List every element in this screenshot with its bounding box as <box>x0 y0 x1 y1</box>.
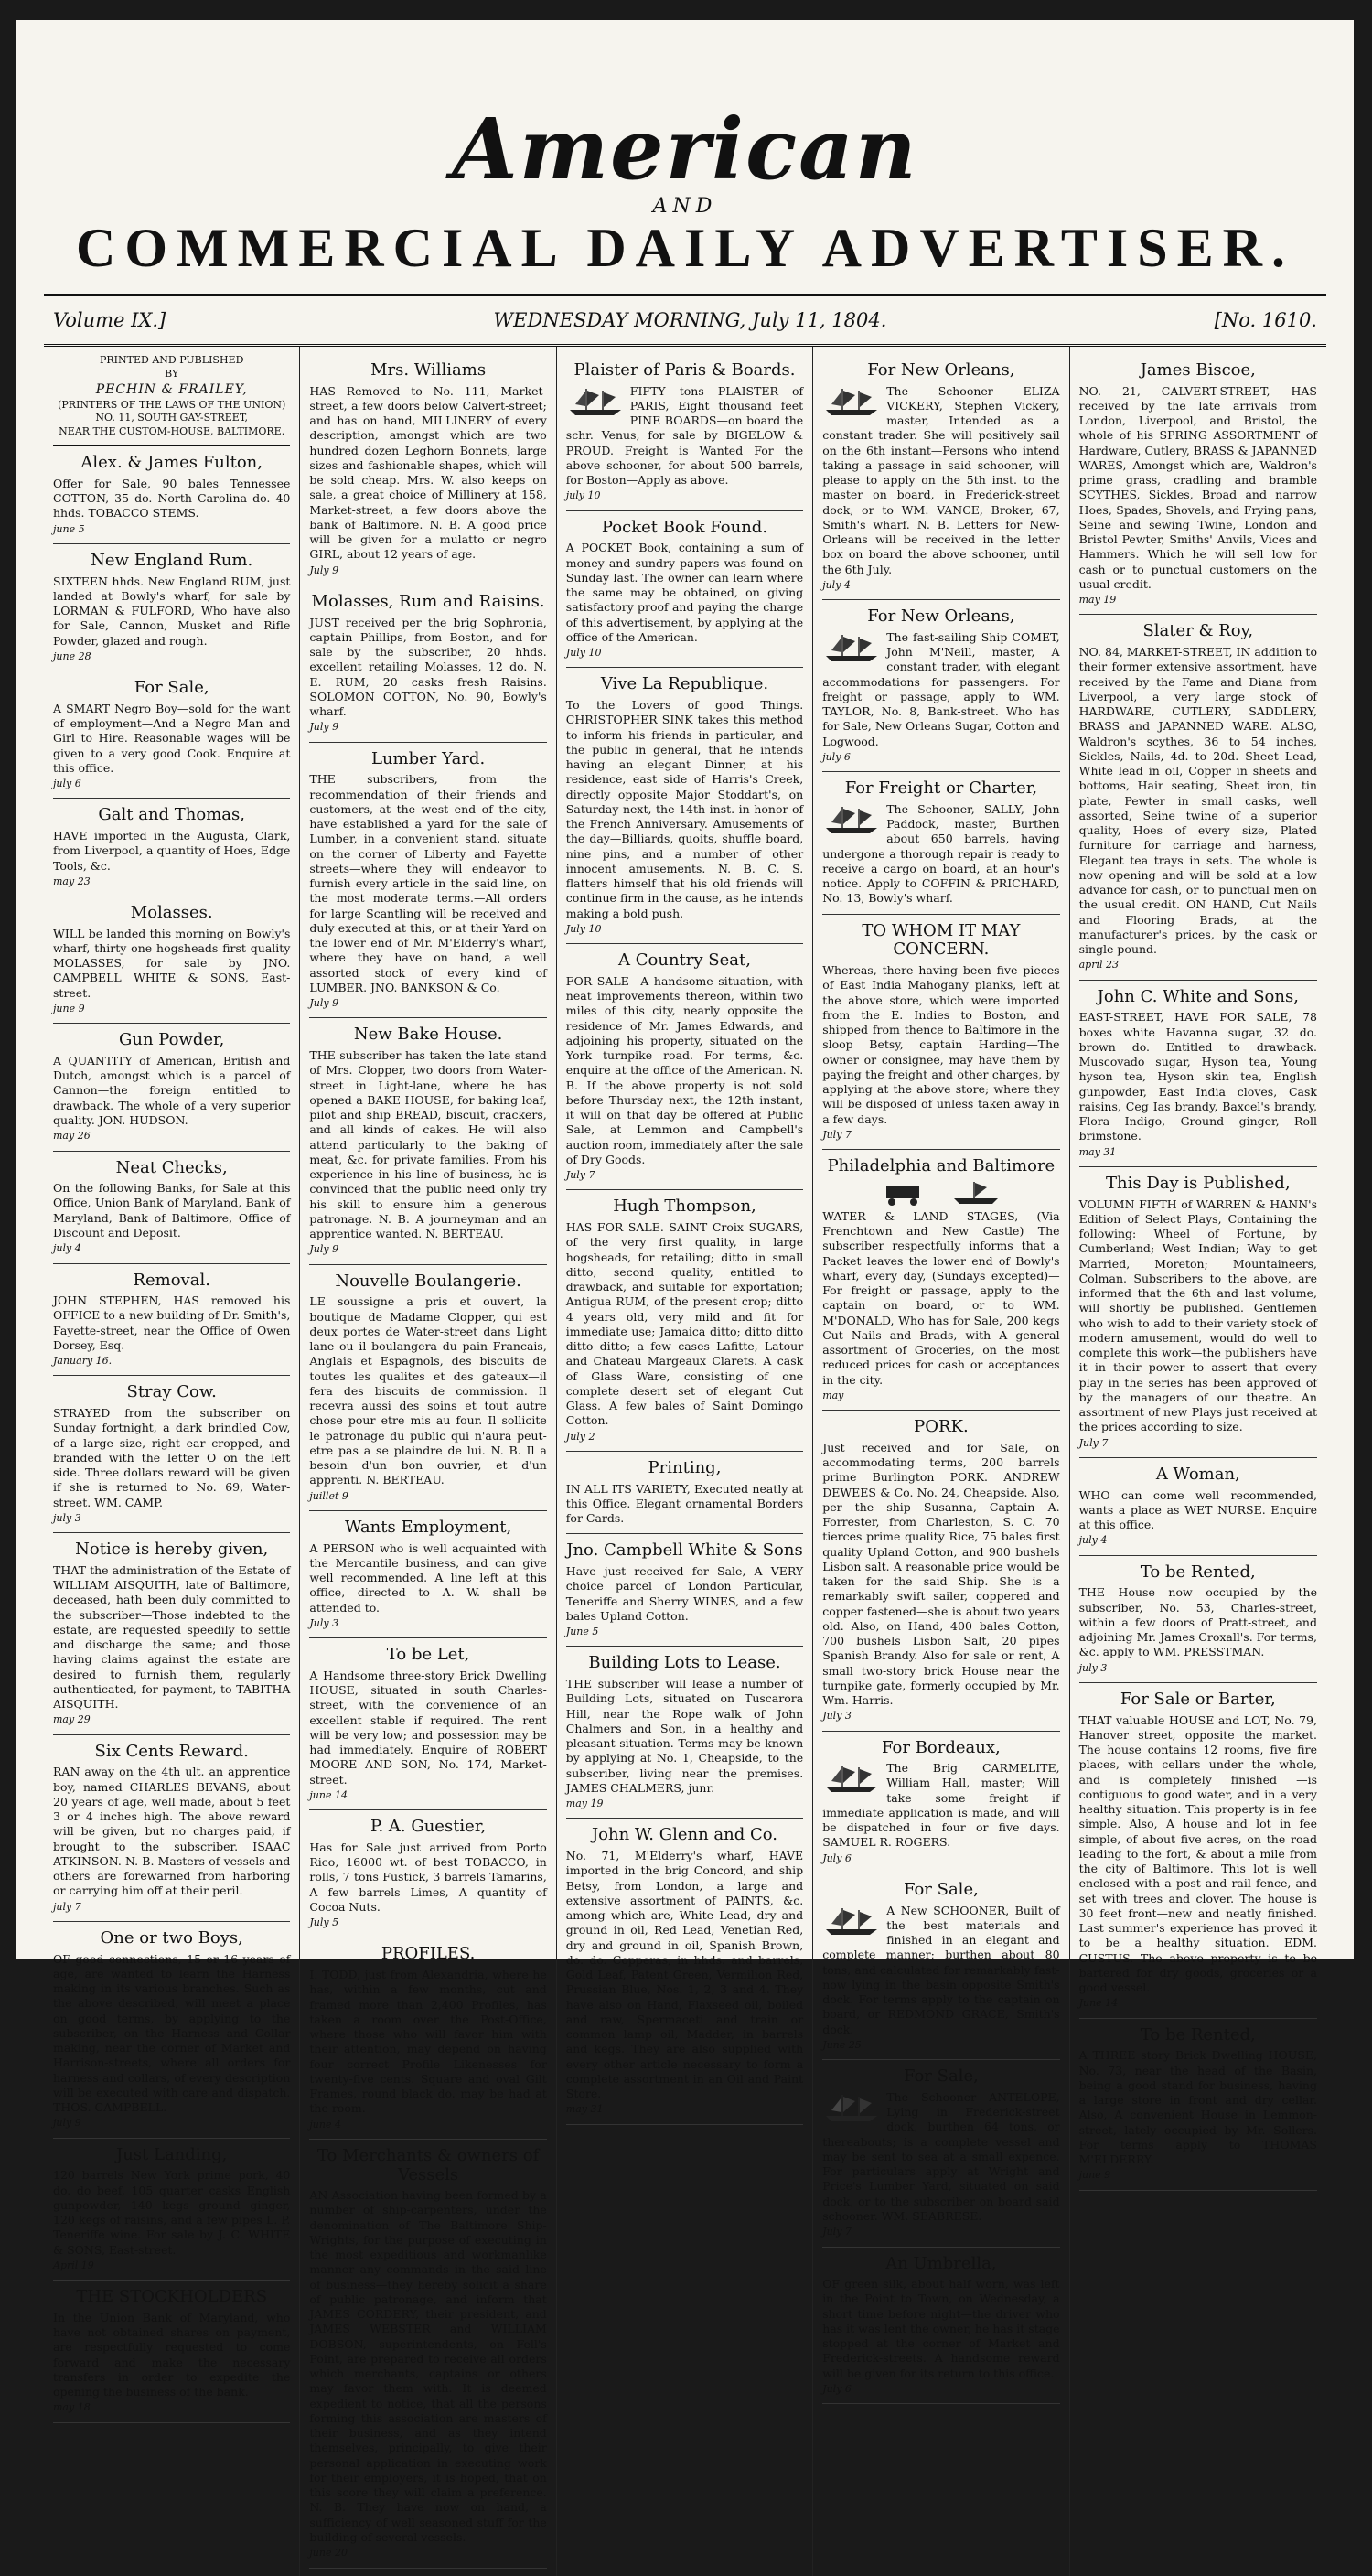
ad-body: OF green silk, about half worn, was left in the Point to Town, on Wednesday, a short time before night—the driver who has it was lent the owner, he has it stage stopped at the corner of Market and Frederick-streets. A handsome reward will be given for its return to this office. <box>822 2277 1060 2380</box>
ad-body: In the Union Bank of Maryland, who have not obtained shares on payment, are respectfully requested to come forward and make the necessary transfers in order to expedite the opening the business of the bank. <box>53 2310 291 2399</box>
ad-heading: PORK. <box>914 1417 969 1437</box>
ad-date: june 14 <box>309 1788 348 1801</box>
ad-body: THAT the administration of the Estate of WILLIAM AISQUITH, late of Baltimore, deceased, hath been duly committed to the subscriber—Those indebted to the estate, are requested speedily to settle and discharge the same; and those having claims against the estate are desired to furnish them, regularly authenticated, for payment, to TABITHA AISQUITH. <box>53 1562 291 1712</box>
ad-heading: John C. White and Sons, <box>1097 986 1299 1006</box>
ad-date: july 10 <box>565 489 601 502</box>
stagecoach-icon <box>822 1180 1059 1208</box>
ad-body: AN Association having been formed by a number of ship-carpenters, under the denomination of The Baltimore Ship-Wrights, for the purpose of executing in the most expeditious and workmanlike manner any commands in the said line of business—they hereby solicit a share of public patronage, and inform that JAMES CORDERY, their president, and JAMES WEBSTER and WILLIAM DOBSON, superintendents, on Fell's Point, are prepared to receive all orders which merchants, captains or others may favor them with. It is deemed expedient to notice, that all the persons forming this association are masters of their business, and as they intend themselves, principally, to give their personal application in executing work for their employers, it is hoped, that on this score they will claim a preference. N. B. They have now on hand, a sufficiency of well seasoned stuff for the building of several vessels. <box>309 2188 547 2544</box>
ad-heading: Galt and Thomas, <box>98 805 245 825</box>
ad-date: may 18 <box>53 2401 91 2414</box>
ad-heading: Nouvelle Boulangerie. <box>335 1271 521 1291</box>
ad-date: may <box>822 1389 844 1401</box>
printer-line: (PRINTERS OF THE LAWS OF THE UNION) <box>58 398 286 411</box>
ad-heading: P. A. Guestier, <box>370 1817 487 1837</box>
advertisement <box>1079 981 1317 1167</box>
ad-body: VOLUMN FIFTH of WARREN & HANN's Edition of Select Plays, Containing the following: Wheel of Fortune, by Cumberland; West Indian; Way to get Married, Moreton; Mountaineers, Colman. Subscribers to the above, are informed that the 6th and last volume, will shortly be published. Gentlemen who wish to add to their variety stock of modern amusement, would do well to complete this work—the publishers have it in their power to assert that every play in the series has been approved of by the managers of our theatre. An assortment of new Plays just received at the prices according to size. <box>1078 1197 1317 1434</box>
advertisement <box>309 1810 546 1937</box>
ad-heading: A Woman, <box>1155 1464 1240 1484</box>
advertisement <box>53 1264 290 1377</box>
printer-notice <box>53 354 290 446</box>
ad-body: FOR SALE—A handsome situation, with neat improvements thereon, within two miles of this city, nearly opposite the residence of Mr. James Edwards, and adjoining his property, situated on the York turnpike road. For terms, &c. enquire at the office of the American. N. B. If the above property is not sold before Thursday next, the 12th instant, it will on that day be offered at Public Sale, at Lemmon and Campbell's auction room, immediately after the sale of Dry Goods. <box>565 973 804 1166</box>
ad-date: june 28 <box>53 649 91 662</box>
advertisement <box>1079 1167 1317 1458</box>
ad-body: No. 71, M'Elderry's wharf, HAVE imported in the brig Concord, and ship Betsy, from London, a large and extensive assortment of PAINTS, &c. among which are, White Lead, dry and ground in oil, Red Lead, Venetian Red, dry and ground in oil, Spanish Brown, do. do. Copperas, in hhds. and barrels, Gold Leaf, Patent Green, Vermilion Red, Prussian Blue, Nos. 1, 2, 3 and 4. They have also on Hand, Flaxseed oil, boiled and raw, Spermaceti and train or common lamp oil, Madder, in barrels and kegs. They are also supplied with every other article necessary to form a complete assortment in an Oil and Paint Store. <box>565 1849 804 2101</box>
ad-body: HAS Removed to No. 111, Market-street, a few doors below Calvert-street; and has on hand, MILLINERY of every description, amongst which are two hundred dozen Leghorn Bonnets, large sizes and fashionable shapes, which will be sold cheap. Mrs. W. also keeps on sale, a great choice of Millinery at 158, Market-street, a few doors above the bank of Baltimore. N. B. A good price will be given for a mulatto or negro GIRL, about 12 years of age. <box>309 383 547 562</box>
advertisement <box>53 2281 290 2422</box>
ad-date: July 7 <box>565 1169 595 1182</box>
ship-icon <box>822 804 881 835</box>
advertisement <box>53 671 290 799</box>
ad-heading: Just Landing, <box>115 2144 228 2164</box>
ad-date: july 6 <box>822 750 851 763</box>
advertisement <box>822 1732 1059 1873</box>
advertisement <box>822 1873 1059 2060</box>
ad-heading: For Sale, <box>134 678 209 698</box>
ad-date: July 6 <box>822 1852 852 1864</box>
ad-heading: One or two Boys, <box>100 1927 243 1948</box>
ad-date: june 4 <box>309 2118 341 2131</box>
ad-date: July 9 <box>309 564 339 576</box>
advertisement <box>822 1150 1059 1411</box>
ad-body: SIXTEEN hhds. New England RUM, just landed at Bowly's wharf, for sale by LORMAN & FULFORD, Who have also for Sale, Cannon, Musket and Rifle Powder, glazed and rough. <box>53 574 291 648</box>
advertisement <box>566 1452 803 1534</box>
ad-body: A THREE story Brick Dwelling HOUSE, No. 73, near the head of the Basin, being a good stand for business, having a large store in front and dry cellar. Also, A convenient House in Lemmon-street, lately occupied by Mr. Sollers. For terms apply to THOMAS M'ELDERRY. <box>1078 2048 1317 2167</box>
ad-body: A PERSON who is well acquainted with the Mercantile business, and can give well recommended. A line left at this office, directed to A. W. shall be attended to. <box>309 1540 547 1615</box>
ship-icon <box>822 632 881 663</box>
ad-body: THE subscriber will lease a number of Building Lots, situated on Tuscarora Hill, near the Rope walk of John Chalmers and Son, in a healthy and pleasant situation. Terms may be known by applying at No. 1, Cheapside, to the subscriber, living near the premises. JAMES CHALMERS, junr. <box>565 1677 804 1795</box>
ad-date: may 29 <box>53 1713 91 1726</box>
advertisement <box>822 1411 1059 1731</box>
ad-body: THE subscribers, from the recommendation of their friends and customers, at the west end of the city, have established a yard for the sale of Lumber, in a convenient stand, situate on the corner of Liberty and Fayette streets—where they will endeavor to furnish every article in the said line, on the most moderate terms.—All orders for large Scantling will be received and duly executed at this, or at their Yard on the lower end of Mr. M'Elderry's wharf, where they have on hand, a well assorted stock of every kind of LUMBER. JNO. BANKSON & Co. <box>309 772 547 994</box>
ad-heading: An Umbrella, <box>885 2253 997 2273</box>
advertisement <box>309 1265 546 1511</box>
ad-date: july 7 <box>53 1900 81 1913</box>
advertisement <box>822 915 1059 1150</box>
ad-heading: Pocket Book Found. <box>601 517 768 537</box>
newspaper-page <box>16 20 1354 2560</box>
ad-body: IN ALL ITS VARIETY, Executed neatly at this Office. Elegant ornamental Borders for Cards. <box>565 1481 804 1526</box>
ad-body: OF good connections, 15 or 16 years of age, are wanted to learn the Harness making in its various branches. Such as the above described, will meet a place on good terms, by applying to the subscriber, on the Harness and Collar making, near the corner of Market and Harrison-streets, where all orders for harness and collars, of every description will be executed with care and dispatch. THOS. CAMPBELL. <box>53 1951 291 2115</box>
advertisement <box>1079 1458 1317 1556</box>
ad-heading: Molasses. <box>130 903 213 923</box>
ad-date: june 20 <box>309 2547 348 2560</box>
ad-heading: Jno. Campbell White & Sons <box>566 1540 803 1561</box>
masthead-subtitle: COMMERCIAL DAILY ADVERTISER. <box>76 218 1294 278</box>
advertisement <box>566 511 803 669</box>
printer-line: NEAR THE CUSTOM-HOUSE, BALTIMORE. <box>59 425 285 438</box>
printer-line: PRINTED AND PUBLISHED <box>99 354 244 366</box>
advertisement <box>822 2060 1059 2247</box>
ad-date: July 10 <box>565 922 602 935</box>
ad-body: A New SCHOONER, Built of the best materials and finished in an elegant and complete manner; burthen about 80 tons, and calculated for remarkably fast-now lying in the basin opposite Smith's dock. For terms apply to the captain on board, or REDMOND GRACE, Smith's dock. <box>822 1903 1060 2036</box>
ad-heading: Alex. & James Fulton, <box>80 453 263 473</box>
ad-date: april 23 <box>1078 959 1119 971</box>
ad-date: may 31 <box>565 2103 604 2116</box>
column-2 <box>300 347 556 2576</box>
ad-heading: Mrs. Williams <box>370 360 487 380</box>
advertisement <box>309 1937 546 2139</box>
ad-heading: Plaister of Paris & Boards. <box>573 360 796 380</box>
ad-body: A SMART Negro Boy—sold for the want of employment—And a Negro Man and Girl to Hire. Reasonable wages will be given to a very good Cook. Enquire at this office. <box>53 701 291 775</box>
column-3 <box>557 347 813 2576</box>
ad-heading: For Freight or Charter, <box>844 778 1038 799</box>
advertisement <box>822 354 1059 600</box>
advertisement <box>1079 615 1317 980</box>
ad-date: July 3 <box>309 1616 339 1629</box>
ad-body: RAN away on the 4th ult. an apprentice boy, named CHARLES BEVANS, about 20 years of age, well made, about 5 feet 3 or 4 inches high. The above reward will be given, but no charges paid, if brought to the subscriber. ISAAC ATKINSON. N. B. Masters of vessels and others are forewarned from harboring or carrying him off at their peril. <box>53 1765 291 1898</box>
ad-date: may 23 <box>53 875 91 887</box>
advertisement <box>53 1735 290 1922</box>
ad-body: NO. 21, CALVERT-STREET, HAS received by the late arrivals from London, Liverpool, and Bristol, the whole of his SPRING ASSORTMENT of Hardware, Cutlery, BRASS & JAPANNED WARES, Amongst which are, Waldron's prime grass, cradling and bramble SCYTHES, Sickles, Broad and narrow Hoes, Spades, Shovels, and Frying pans, Seine and sewing Twine, London and Bristol Pewter, Smiths' Anvils, Vices and Hammers. Which he will sell low for cash or to punctual customers on the usual credit. <box>1078 383 1317 591</box>
ad-heading: Neat Checks, <box>115 1157 228 1177</box>
ship-icon <box>822 1905 881 1937</box>
ad-heading: PROFILES. <box>381 1944 476 1964</box>
ad-body: A Handsome three-story Brick Dwelling HOUSE, situated in south Charles-street, with the convenience of an excellent stable if required. The rent will be very low; and possession may be had immediately. Enquire of ROBERT MOORE AND SON, No. 174, Market-street. <box>309 1668 547 1787</box>
advertisement <box>309 1018 546 1264</box>
ad-heading: To be Rented, <box>1140 1562 1256 1582</box>
advertisement <box>1079 354 1317 615</box>
masthead <box>44 20 1326 277</box>
ad-date: july 9 <box>53 2117 81 2130</box>
ad-date: January 16. <box>53 1355 113 1368</box>
ad-date: july 3 <box>1078 1661 1108 1674</box>
ad-heading: TO WHOM IT MAY CONCERN. <box>862 920 1021 960</box>
ad-heading: For New Orleans, <box>867 360 1015 380</box>
issue-date: WEDNESDAY MORNING, July 11, 1804. <box>493 309 887 331</box>
ad-date: july 6 <box>53 778 81 790</box>
ad-date: July 6 <box>822 2382 852 2395</box>
ad-body: NO. 84, MARKET-STREET, IN addition to their former extensive assortment, have received by the Fame and Diana from Liverpool, a very large stock of HARDWARE, CUTLERY, SADDLERY, BRASS and JAPANNED WARE. ALSO, Waldron's scythes, 36 to 54 inches, Sickles, Nails, 4d. to 20d. Sheet Lead, White lead in oil, Copper in sheets and bottoms, Hair seating, Sheet iron, tin plate, Pewter in small casks, well assorted, Seine twine of a superior quality, Hoes of every size, Plated furniture for carriage and harness, Elegant tea trays in sets. The whole is now opening and will be sold at a low advance for cash, or to punctual men on the usual credit. ON HAND, Cut Nails and Flooring Brads, at the manufacturer's prices, by the cask or single pound. <box>1078 645 1317 957</box>
ad-body: LE soussigne a pris et ouvert, la boutique de Madame Clopper, qui est deux portes de Water-street dans Light lane ou il boulangera du pain Francais, Anglais et Espagnols, des biscuits de toutes les qualites et des gateaux—il fera des biscuits de commission. Il recevra aussi des soins et tout autre chose pour etre mis au four. Il sollicite le patronage du public qui n'aura peut-etre pas a se plaindre de lui. N. B. Il a besoin d'un bon ouvrier, et d'un apprenti. N. BERTEAU. <box>309 1294 547 1487</box>
ad-heading: For Sale, <box>903 2066 979 2087</box>
ad-body: THE subscriber has taken the late stand of Mrs. Clopper, two doors from Water-street in Light-lane, where he has opened a BAKE HOUSE, for baking loaf, pilot and ship BREAD, biscuit, crackers, and all kinds of cakes. He will also attend particularly to the baking of meat, &c. for private families. From his experience in his line of business, he is convinced that the public need only try his skill to ensure him a generous patronage. N. B. A journeyman and an apprentice wanted. N. BERTEAU. <box>309 1048 547 1241</box>
ad-body: The Schooner, SALLY, John Paddock, master, Burthen about 650 barrels, having undergone a thorough repair is ready to receive a cargo on board, at an hour's notice. Apply to COFFIN & PRICHARD, No. 13, Bowly's wharf. <box>822 801 1060 906</box>
ad-date: June 5 <box>565 1626 599 1638</box>
printer-line: NO. 11, SOUTH GAY-STREET, <box>95 412 249 424</box>
advertisement <box>1079 1556 1317 1683</box>
advertisement <box>53 896 290 1024</box>
ad-body: Has for Sale just arrived from Porto Rico, 16000 wt. of best TOBACCO, in rolls, 7 tons Fustick, 3 barrels Tamarins, A few barrels Limes, A quantity of Cocoa Nuts. <box>309 1840 547 1914</box>
ad-heading: New Bake House. <box>353 1025 503 1045</box>
ad-body: Whereas, there having been five pieces of East India Mahogany planks, left at the above store, which were imported from the E. Indies to Boston, and shipped from thence to Baltimore in the sloop Betsy, captain Harding—The owner or consignee, may have them by paying the freight and other charges, by applying at the above store; where they will be disposed of unless taken away in a few days. <box>822 963 1060 1126</box>
ad-date: June 14 <box>1078 1997 1119 2010</box>
advertisement <box>1079 1683 1317 2019</box>
ad-body: WHO can come well recommended, wants a place as WET NURSE. Enquire at this office. <box>1078 1487 1317 1532</box>
ad-heading: Removal. <box>133 1270 210 1290</box>
ad-heading: For New Orleans, <box>867 606 1015 627</box>
advertisement <box>309 1638 546 1810</box>
ad-heading: Molasses, Rum and Raisins. <box>311 591 545 611</box>
ad-date: July 5 <box>309 1916 339 1929</box>
advertisement <box>566 1190 803 1451</box>
ad-body: WILL be landed this morning on Bowly's wharf, thirty one hogsheads first quality MOLASSES, for sale by JNO. CAMPBELL WHITE & SONS, East-street. <box>53 926 291 1000</box>
ad-heading: Six Cents Reward. <box>94 1741 249 1761</box>
advertisement <box>566 1819 803 2124</box>
advertisement <box>309 1511 546 1638</box>
ad-date: July 10 <box>565 647 602 660</box>
ad-heading: New England Rum. <box>91 550 253 570</box>
advertisement <box>566 1647 803 1819</box>
ad-body: HAVE imported in the Augusta, Clark, from Liverpool, a quantity of Hoes, Edge Tools, &c. <box>53 829 291 873</box>
ad-date: june 9 <box>1078 2169 1111 2182</box>
column-1 <box>44 347 300 2576</box>
advertisement <box>309 354 546 585</box>
ad-date: June 25 <box>822 2038 862 2051</box>
ad-heading: Philadelphia and Baltimore <box>827 1156 1056 1176</box>
ad-date: July 9 <box>309 1243 339 1256</box>
advertisement <box>1079 2019 1317 2191</box>
masthead-and: AND <box>652 195 718 218</box>
ad-body: THE House now occupied by the subscriber, No. 53, Charles-street, within a few doors of Pratt-street, and adjoining Mr. James Croxall's. For terms, &c. apply to WM. PRESSTMAN. <box>1078 1585 1317 1659</box>
ad-date: june 9 <box>53 1002 85 1014</box>
ad-body: FIFTY tons PLAISTER of PARIS, Eight thousand feet PINE BOARDS—on board the schr. Venus, for sale by BIGELOW & PROUD. Freight is Wanted For the above schooner, for about 500 barrels, for Boston—Apply as above. <box>565 383 804 488</box>
advertisement <box>822 600 1059 772</box>
ad-date: July 7 <box>822 2226 852 2238</box>
ad-date: july 4 <box>53 1242 81 1255</box>
ad-date: may 26 <box>53 1130 91 1143</box>
column-5 <box>1070 347 1326 2576</box>
advertisement <box>53 544 290 671</box>
ad-heading: To Merchants & owners of Vessels <box>316 2145 540 2184</box>
ad-heading: This Day is Published, <box>1106 1173 1291 1193</box>
ad-date: july 3 <box>53 1511 81 1524</box>
ship-icon <box>822 1763 881 1794</box>
ad-heading: Building Lots to Lease. <box>588 1653 781 1673</box>
issue-number: [No. 1610. <box>1214 309 1317 331</box>
ad-date: July 7 <box>1078 1436 1109 1449</box>
ship-icon <box>822 2092 881 2123</box>
ad-body: Offer for Sale, 90 bales Tennessee COTTON, 35 do. North Carolina do. 40 hhds. TOBACCO STEMS. <box>53 476 291 521</box>
ad-body: JOHN STEPHEN, HAS removed his OFFICE to a new building of Dr. Smith's, Fayette-street, near the Office of Owen Dorsey, Esq. <box>53 1293 291 1352</box>
ad-body: The fast-sailing Ship COMET, John M'Neill, master, A constant trader, with elegant accommodations for passengers. For freight or passage, apply to WM. TAYLOR, No. 8, Bank-street. Who has for Sale, New Orleans Sugar, Cotton and Logwood. <box>822 629 1060 748</box>
ad-heading: A Country Seat, <box>618 950 751 971</box>
ad-date: July 9 <box>309 997 339 1010</box>
columns <box>44 344 1326 2560</box>
ad-body: 120 barrels New York prime pork, 40 do. do beef, 105 quarter casks English gunpowder, 140 kegs ground ginger, 120 kegs of raisins, and a few pipes L. P. Teneriffe wine. For sale by J. C. WHITE & SONS, East-street. <box>53 2168 291 2257</box>
advertisement <box>822 2248 1059 2405</box>
advertisement <box>566 944 803 1190</box>
ad-date: july 4 <box>822 578 851 591</box>
advertisement <box>53 1152 290 1264</box>
ad-date: July 9 <box>309 721 339 734</box>
ad-heading: For Bordeaux, <box>882 1737 1001 1757</box>
advertisement <box>309 2140 546 2569</box>
ad-heading: Lumber Yard. <box>371 748 486 768</box>
printer-name: PECHIN & FRAILEY, <box>95 381 248 397</box>
advertisement <box>309 585 546 743</box>
ad-body: The Schooner ANTELOPE, Lying in Frederick-street dock, burthen 64 tons, or thereabouts; is a complete vessel and may be sent to sea at a small expence. For particulars apply at Wright and Price's Lumber Yard, situated on said dock, or to the subscriber on board said schooner. WM. SEABRESE. <box>822 2089 1060 2223</box>
ad-heading: For Sale, <box>903 1880 979 1900</box>
ad-body: To the Lovers of good Things. CHRISTOPHER SINK takes this method to inform his friends in particular, and the public in general, that he intends having an elegant Dinner, at his residence, east side of Harris's Creek, directly opposite Major Stoddart's, on Saturday next, the 14th inst. in honor of the French Anniversary. Amusements of the day—Billiards, quoits, shuffle board, nine pins, and a number of other innocent amusements. N. B. C. S. flatters himself that his old friends will continue firm in the cause, as he intends making a bold push. <box>565 698 804 920</box>
ad-date: juillet 9 <box>309 1489 348 1502</box>
ad-body: Just received and for Sale, on accommodating terms, 200 barrels prime Burlington PORK. ANDREW DEWEES & Co. No. 24, Cheapside. Also, per the ship Susanna, Captain A. Forrester, from Charleston, S. C. 70 tierces prime quality Rice, 75 bales first quality Upland Cotton, and 900 bushels Lisbon salt. A reasonable price would be taken for the said Ship. She is a remarkably swift sailer, coppered and copper fastened—she is about two years old. Also, on Hand, 400 bales Cotton, 700 bushels Lisbon Salt, 20 pipes Spanish Brandy. Also for sale or rent, A small two-story brick House near the turnpike gate, formerly occupied by Mr. Wm. Harris. <box>822 1440 1060 1707</box>
advertisement <box>566 354 803 511</box>
column-4 <box>813 347 1069 2576</box>
advertisement <box>822 772 1059 914</box>
ad-body: A POCKET Book, containing a sum of money and sundry papers was found on Sunday last. The owner can learn where the same may be obtained, on giving satisfactory proof and paying the charge of this advertisement, by applying at the office of the American. <box>565 541 804 644</box>
ad-body: EAST-STREET, HAVE FOR SALE, 78 boxes white Havanna sugar, 32 do. brown do. Entitled to drawback. Muscovado sugar, Hyson tea, Young hyson tea, Hyson skin tea, English gunpowder, East India cloves, Cask raisins, Ceg Ias brandy, Baxcel's brandy, Flora Indigo, Ground ginger, Roll brimstone. <box>1078 1010 1317 1143</box>
ad-date: July 7 <box>822 1128 852 1141</box>
ad-body: I. TODD, just from Alexandria, where he has, within a few months, cut and framed more than 2,400 Profiles, has taken a room over the Post-Office, where those who will favor him with their attention, may depend on having four correct Profile Likenesses for twenty-five cents. Square and oval Gilt Frames, round black do. may be had at the room. <box>309 1968 547 2116</box>
ad-heading: THE STOCKHOLDERS <box>76 2287 268 2307</box>
ad-date: July 2 <box>565 1430 595 1443</box>
ad-heading: Hugh Thompson, <box>613 1197 756 1217</box>
ad-heading: To be Let, <box>386 1645 470 1665</box>
advertisement <box>53 1376 290 1533</box>
ad-heading: To be Rented, <box>1140 2024 1256 2045</box>
ad-date: july 4 <box>1078 1534 1108 1547</box>
ad-heading: Notice is hereby given, <box>75 1540 269 1560</box>
ad-heading: Printing, <box>648 1457 722 1477</box>
ad-body: THAT valuable HOUSE and LOT, No. 79, Hanover street, opposite the market. The house contains 12 rooms, five fire places, with cellars under the whole, and is completely finished —is contiguous to good water, and in a very healthy situation. This property is in fee simple. Also, A house and lot in fee simple, of about five acres, on the road leading to the fort, & about a mile from the city of Baltimore. This lot is well enclosed with a post and rail fence, and set with trees and clover. The house is 30 feet front—new and neatly finished. Last summer's experience has proved it to be a healthy situation. EDM. CUSTUS. The above property is to be bartered for dry goods, groceries or a good vessel. <box>1078 1712 1317 1995</box>
ad-heading: James Biscoe, <box>1140 360 1256 380</box>
dateline <box>44 296 1326 344</box>
ad-body: A QUANTITY of American, British and Dutch, amongst which is a parcel of Cannon—the foreign entitled to drawback. The whole of a very superior quality. JON. HUDSON. <box>53 1053 291 1127</box>
ad-body: Have just received for Sale, A VERY choice parcel of London Particular, Teneriffe and Sherry WINES, and a few bales Upland Cotton. <box>565 1564 804 1623</box>
ship-icon <box>822 386 881 417</box>
ad-body: HAS FOR SALE. SAINT Croix SUGARS, of the very first quality, in large hogsheads, for retailing; ditto in small ditto, second quality, entitled to drawback, and suitable for exportation; Antigua RUM, of the present crop; ditto 4 years old, very mild and fit for immediate use; Jamaica ditto; ditto ditto ditto ditto; a few cases Lafitte, Latour and Chateau Margeaux Clarets. A cask of Glass Ware, consisting of one complete desert set of elegant Cut Glass. A few bales of Saint Domingo Cotton. <box>565 1220 804 1428</box>
ad-heading: Vive La Republique. <box>600 674 769 694</box>
ad-body: The Schooner ELIZA VICKERY, Stephen Vickery, master, Intended as a constant trader. She will positively sail on the 6th instant—Persons who intend taking a passage in said schooner, will please to apply on the 5th inst. to the master on board, in Frederick-street dock, or to WM. VANCE, Broker, 67, Smith's wharf. N. B. Letters for New-Orleans will be received in the letter box on board the above schooner, until the 6th July. <box>822 383 1060 576</box>
ad-heading: Stray Cow. <box>126 1382 217 1402</box>
masthead-title: American <box>452 100 918 199</box>
ad-heading: Wants Employment, <box>344 1517 512 1537</box>
advertisement <box>53 1922 290 2139</box>
ad-body: STRAYED from the subscriber on Sunday fortnight, a dark brindled Cow, of a large size, right ear cropped, and branded with the letter O on the left side. Three dollars reward will be given if she is returned to No. 69, Water-street. WM. CAMP. <box>53 1406 291 1509</box>
advertisement <box>309 743 546 1019</box>
advertisement <box>53 446 290 544</box>
ad-date: may 31 <box>1078 1145 1117 1158</box>
volume-label: Volume IX.] <box>53 309 166 331</box>
ad-date: may 19 <box>565 1798 604 1810</box>
advertisement <box>53 1533 290 1734</box>
ad-heading: Gun Powder, <box>118 1030 225 1050</box>
ad-date: june 5 <box>53 522 85 535</box>
ad-heading: For Sale or Barter, <box>1120 1689 1276 1709</box>
ad-heading: John W. Glenn and Co. <box>591 1825 778 1845</box>
advertisement <box>566 1534 803 1647</box>
advertisement <box>566 668 803 944</box>
ship-icon <box>566 386 625 417</box>
ad-body: JUST received per the brig Sophronia, captain Phillips, from Boston, and for sale by the subscriber, 20 hhds. excellent retailing Molasses, 12 do. N. E. RUM, 20 casks fresh Raisins. SOLOMON COTTON, No. 90, Bowly's wharf. <box>309 615 547 719</box>
ad-body: The Brig CARMELITE, William Hall, master; Will take some freight if immediate application is made, and will be dispatched in four or five days. SAMUEL R. ROGERS. <box>822 1761 1060 1850</box>
ad-heading: Slater & Roy, <box>1142 621 1254 641</box>
ad-date: may 19 <box>1078 594 1117 606</box>
ad-body: On the following Banks, for Sale at this Office, Union Bank of Maryland, Bank of Maryland, Bank of Baltimore, Office of Discount and Deposit. <box>53 1181 291 1240</box>
ad-date: April 19 <box>53 2259 94 2271</box>
advertisement <box>53 799 290 896</box>
ad-date: July 3 <box>822 1710 852 1723</box>
ad-body: WATER & LAND STAGES, (Via Frenchtown and New Castle) The subscriber respectfully informs that a Packet leaves the lower end of Bowly's wharf, every day, (Sundays excepted)—For freight or passage, apply to the captain on board, or to WM. M'DONALD, Who has for Sale, 200 kegs Cut Nails and Brads, with A general assortment of Groceries, on the most reduced prices for cash or acceptances in the city. <box>822 1208 1060 1387</box>
advertisement <box>53 2139 290 2281</box>
printer-line: BY <box>165 367 179 380</box>
advertisement <box>53 1024 290 1151</box>
